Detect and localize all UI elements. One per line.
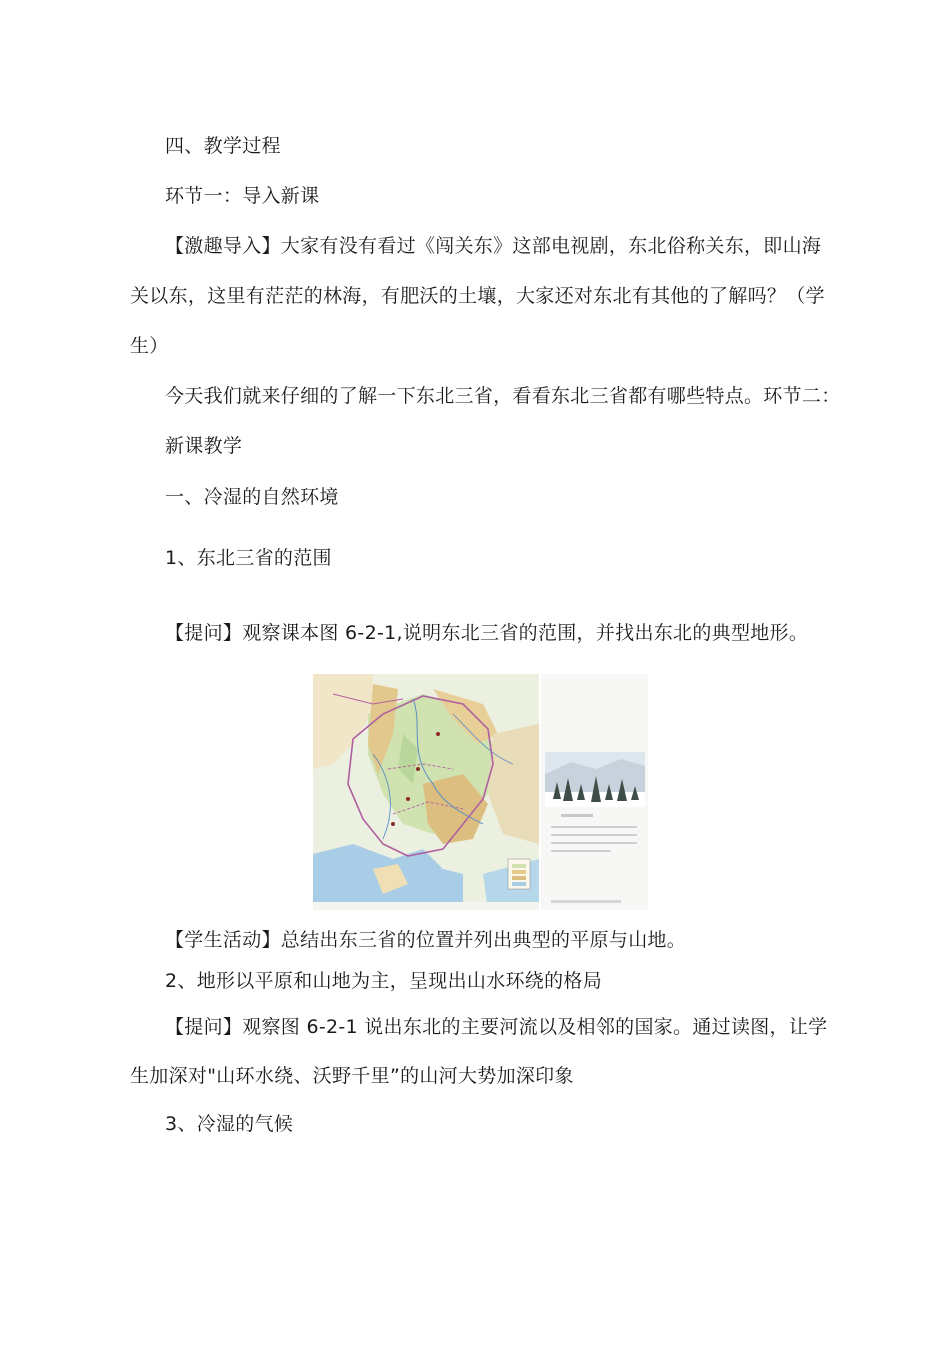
forest-photo — [541, 674, 648, 910]
item-heading-terrain: 2、地形以平原和山地为主，呈现出山水环绕的格局 — [165, 970, 602, 992]
question-paragraph-1: 【提问】观察课本图 6-2-1,说明东北三省的范围，并找出东北的典型地形。 — [165, 622, 809, 644]
student-activity-paragraph: 【学生活动】总结出东三省的位置并列出典型的平原与山地。 — [165, 929, 687, 951]
paragraph-today-line-1: 今天我们就来仔细的了解一下东北三省，看看东北三省都有哪些特点。环节二： — [165, 385, 841, 407]
question-paragraph-2-line-2: 生加深对"山环水绕、沃野千里”的山河大势加深印象 — [130, 1065, 574, 1087]
paragraph-today-line-2: 新课教学 — [165, 435, 243, 457]
item-heading-range: 1、东北三省的范围 — [165, 547, 332, 569]
item-heading-climate: 3、冷湿的气候 — [165, 1113, 294, 1135]
textbook-figure — [313, 674, 648, 910]
question-paragraph-2-line-1: 【提问】观察图 6-2-1 说出东北的主要河流以及相邻的国家。通过读图，让学 — [165, 1016, 828, 1038]
paragraph-intro-line-1: 【激趣导入】大家有没有看过《闯关东》这部电视剧，东北俗称关东，即山海 — [165, 235, 822, 257]
side-photo-panel — [541, 674, 648, 910]
map-graphic — [313, 674, 539, 910]
subsection-heading-environment: 一、冷湿的自然环境 — [165, 486, 339, 508]
paragraph-intro-line-3: 生） — [130, 335, 169, 357]
step-one-heading: 环节一：导入新课 — [165, 185, 320, 207]
paragraph-intro-line-2: 关以东，这里有茫茫的林海，有肥沃的土壤，大家还对东北有其他的了解吗？（学 — [130, 285, 825, 307]
northeast-map — [313, 674, 539, 910]
section-heading-teaching-process: 四、教学过程 — [165, 135, 281, 157]
